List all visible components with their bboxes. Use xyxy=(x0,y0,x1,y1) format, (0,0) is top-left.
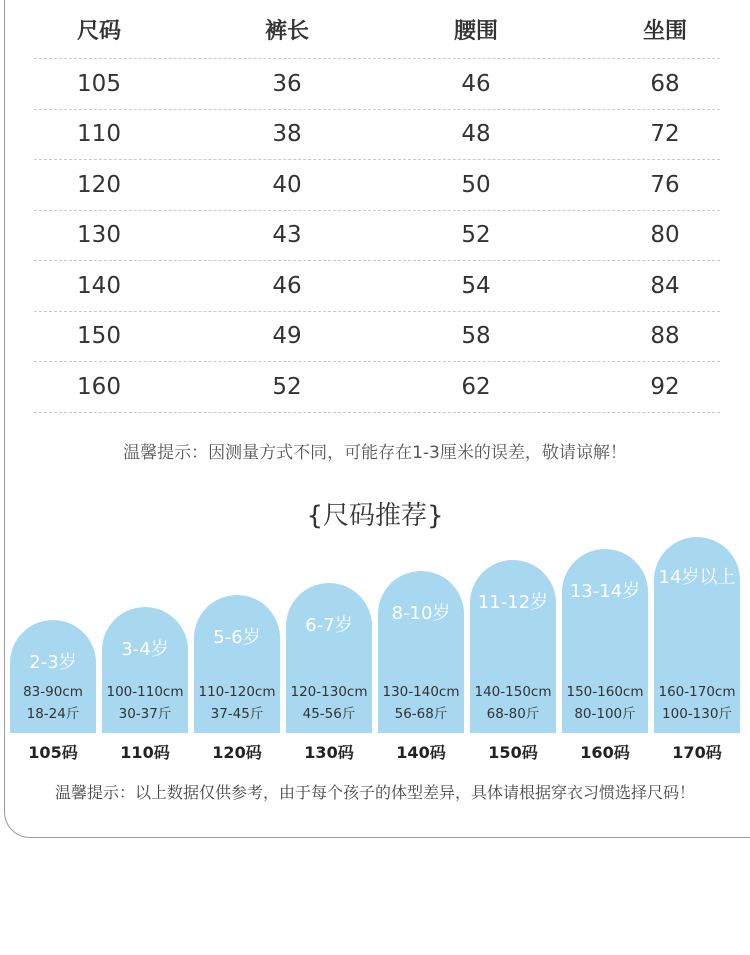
arch-range xyxy=(188,681,286,725)
table-cell: 84 xyxy=(650,272,680,299)
arch-age-label: 13-14岁 xyxy=(569,581,641,602)
arch-weight-range: 68-80斤 xyxy=(486,706,540,722)
header-waist: 腰围 xyxy=(453,18,498,44)
table-cell: 105 xyxy=(77,70,121,97)
table-cell: 88 xyxy=(650,323,680,350)
table-cell: 76 xyxy=(650,171,680,198)
table-cell: 62 xyxy=(461,373,491,400)
arch-height-range: 120-130cm xyxy=(290,684,368,700)
arch-weight-range: 18-24斤 xyxy=(26,706,80,722)
arch-range xyxy=(280,681,378,725)
arch-height-range: 100-110cm xyxy=(106,684,184,700)
recommend-arch xyxy=(562,549,648,733)
table-cell: 46 xyxy=(272,272,302,299)
arch-age-label: 6-7岁 xyxy=(305,615,353,636)
recommend-size-label: 110码 xyxy=(120,743,170,762)
arch-weight-range: 100-130斤 xyxy=(662,706,732,722)
table-cell: 36 xyxy=(272,70,302,97)
arch-height-range: 160-170cm xyxy=(658,684,736,700)
recommend-arch xyxy=(654,537,740,733)
recommend-size-label: 105码 xyxy=(28,743,78,762)
reference-note: 温馨提示：以上数据仅供参考，由于每个孩子的体型差异，具体请根据穿衣习惯选择尺码！ xyxy=(54,783,695,802)
arch-weight-range: 45-56斤 xyxy=(302,706,356,722)
arch-height-range: 83-90cm xyxy=(23,684,83,700)
recommend-size-label: 130码 xyxy=(304,743,354,762)
recommend-arch xyxy=(102,607,188,733)
table-cell: 120 xyxy=(77,171,121,198)
arch-weight-range: 37-45斤 xyxy=(210,706,264,722)
recommend-size-label: 120码 xyxy=(212,743,262,762)
recommend-size-label: 150码 xyxy=(488,743,538,762)
table-cell: 92 xyxy=(650,373,680,400)
table-cell: 40 xyxy=(272,171,302,198)
arch-age-label: 8-10岁 xyxy=(391,603,451,624)
arch-height-range: 130-140cm xyxy=(382,684,460,700)
header-size: 尺码 xyxy=(76,18,121,44)
arch-range xyxy=(556,681,654,725)
recommend-size-label: 140码 xyxy=(396,743,446,762)
table-cell: 48 xyxy=(461,121,491,148)
arch-range xyxy=(648,681,746,725)
table-cell: 80 xyxy=(650,222,680,249)
arch-range xyxy=(4,681,102,725)
table-cell: 50 xyxy=(461,171,491,198)
table-cell: 54 xyxy=(461,272,491,299)
table-cell: 38 xyxy=(272,121,302,148)
recommend-arch xyxy=(378,571,464,733)
arch-range xyxy=(96,681,194,725)
recommend-size-label: 160码 xyxy=(580,743,630,762)
arch-age-label: 5-6岁 xyxy=(213,627,261,648)
arch-age-label: 3-4岁 xyxy=(121,639,169,660)
header-hip: 坐围 xyxy=(642,18,687,44)
table-cell: 49 xyxy=(272,323,302,350)
table-cell: 140 xyxy=(77,272,121,299)
arch-height-range: 150-160cm xyxy=(566,684,644,700)
recommend-arch xyxy=(470,560,556,733)
arch-age-label: 11-12岁 xyxy=(477,592,549,613)
arch-weight-range: 30-37斤 xyxy=(118,706,172,722)
arch-range xyxy=(464,681,562,725)
arch-age-label: 14岁以上 xyxy=(658,567,736,588)
recommend-arch xyxy=(10,620,96,733)
table-cell: 72 xyxy=(650,121,680,148)
table-cell: 52 xyxy=(272,373,302,400)
arch-weight-range: 80-100斤 xyxy=(574,706,636,722)
table-cell: 58 xyxy=(461,323,491,350)
table-cell: 160 xyxy=(77,373,121,400)
header-pants-length: 裤长 xyxy=(264,18,309,44)
measurement-note: 温馨提示：因测量方式不同，可能存在1-3厘米的误差，敬请谅解！ xyxy=(123,443,627,463)
table-cell: 43 xyxy=(272,222,302,249)
table-cell: 150 xyxy=(77,323,121,350)
recommend-arch xyxy=(194,595,280,733)
table-cell: 52 xyxy=(461,222,491,249)
arch-range xyxy=(372,681,470,725)
table-cell: 46 xyxy=(461,70,491,97)
arch-weight-range: 56-68斤 xyxy=(394,706,448,722)
table-cell: 130 xyxy=(77,222,121,249)
table-cell: 110 xyxy=(77,121,121,148)
arch-height-range: 110-120cm xyxy=(198,684,276,700)
recommend-size-label: 170码 xyxy=(672,743,722,762)
recommend-arch xyxy=(286,583,372,733)
recommend-size-labels xyxy=(0,740,750,762)
arch-height-range: 140-150cm xyxy=(474,684,552,700)
recommend-title: {尺码推荐} xyxy=(306,501,444,531)
arch-age-label: 2-3岁 xyxy=(29,652,77,673)
table-cell: 68 xyxy=(650,70,680,97)
